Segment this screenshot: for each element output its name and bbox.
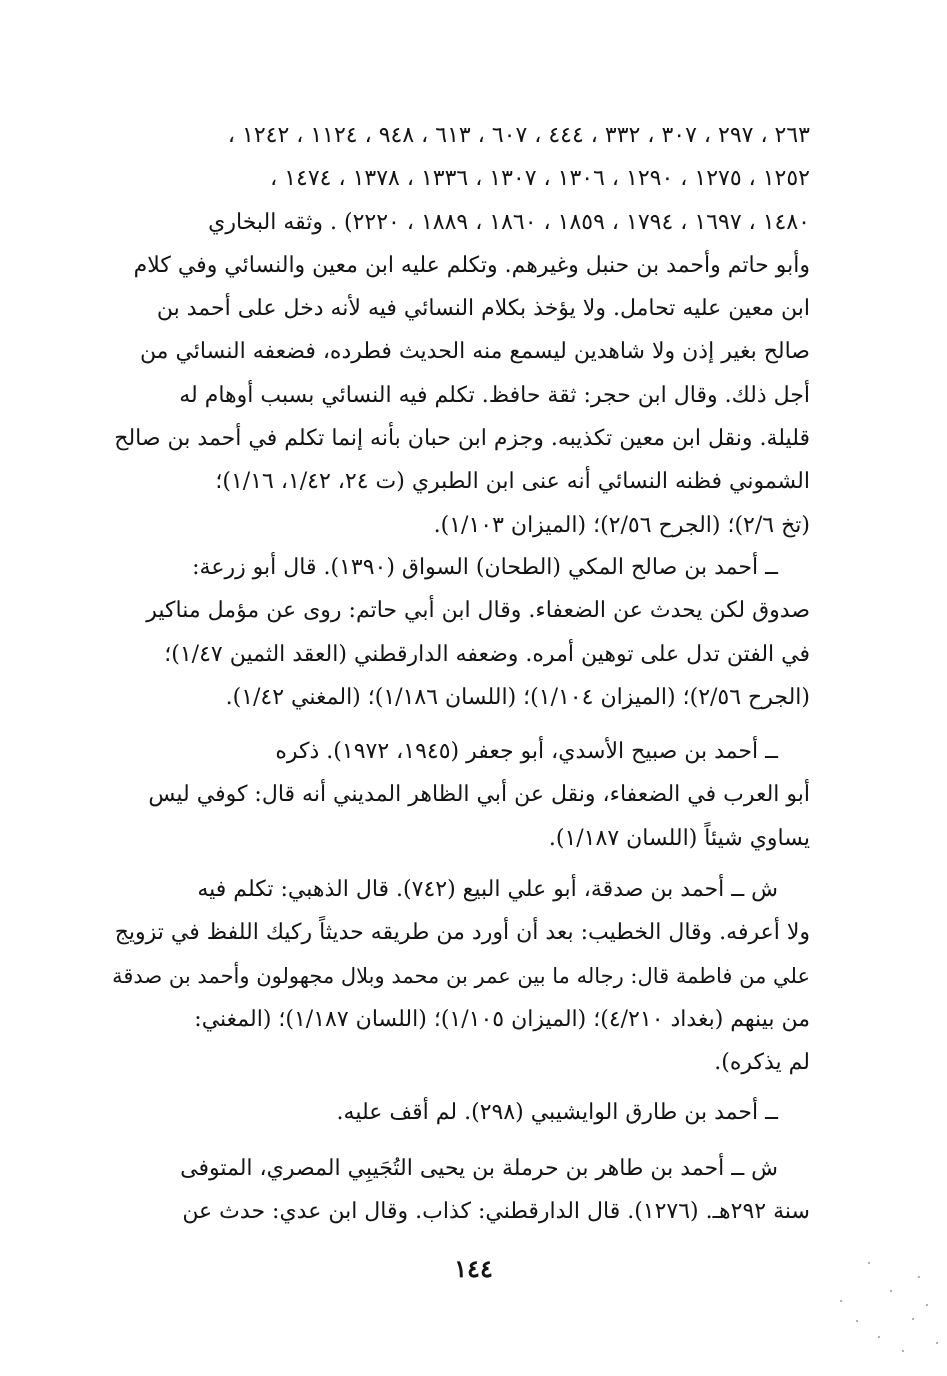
text-line: ١٤٨٠ ، ١٦٩٧ ، ١٧٩٤ ، ١٨٥٩ ، ١٨٦٠ ، ١٨٨٩ ، ٢٢٢٠) . وثقه البخاري xyxy=(208,209,810,235)
text-line: صدوق لكن يحدث عن الضعفاء. وقال ابن أبي حاتم: روى عن مؤمل مناكير xyxy=(146,598,810,624)
text-line: (الجرح ٢/٥٦)؛ (الميزان ١/١٠٤)؛ (اللسان ١/١٨٦)؛ (المغني ١/٤٢). xyxy=(225,684,810,710)
text-line: صالح بغير إذن ولا شاهدين ليسمع منه الحديث فطرده، فضعفه النسائي من xyxy=(139,339,810,365)
text-line: ش ــ أحمد بن طاهر بن حرملة بن يحيى التُجَيبِي المصري، المتوفى xyxy=(180,1156,778,1181)
text-line: أبو العرب في الضعفاء، ونقل عن أبي الظاهر المديني أنه قال: كوفي ليس xyxy=(148,782,810,808)
text-line: ــ أحمد بن صالح المكي (الطحان) السواق (١٣٩٠). قال أبو زرعة: xyxy=(192,555,778,580)
text-line: علي من فاطمة قال: رجاله ما بين عمر بن محمد وبلال مجهولون وأحمد بن صدقة xyxy=(112,963,810,988)
text-line: ٢٦٣ ، ٢٩٧ ، ٣٠٧ ، ٣٣٢ ، ٤٤٤ ، ٦٠٧ ، ٦١٣ ، ٩٤٨ ، ١١٢٤ ، ١٢٤٢ ، xyxy=(227,123,810,148)
text-line: لم يذكره). xyxy=(714,1050,810,1076)
text-line: أجل ذلك. وقال ابن حجر: ثقة حافظ. تكلم فيه النسائي بسبب أوهام له xyxy=(179,382,810,408)
text-line: ش ــ أحمد بن صدقة، أبو علي البيع (٧٤٢). قال الذهبي: تكلم فيه xyxy=(197,877,778,902)
text-line: (تخ ٢/٦)؛ (الجرح ٢/٥٦)؛ (الميزان ١/١٠٣). xyxy=(433,512,810,538)
text-line: قليلة. ونقل ابن معين تكذيبه. وجزم ابن حبان بأنه إنما تكلم في أحمد بن صالح xyxy=(114,426,810,452)
entry-ahmad-ibn-tahir xyxy=(110,1147,810,1234)
text-line: ــ أحمد بن صبيح الأسدي، أبو جعفر (١٩٤٥، ١٩٧٢). ذكره xyxy=(275,739,778,764)
entry-ahmad-ibn-salih-al-makki xyxy=(110,546,810,719)
text-line: ابن معين عليه تحامل. ولا يؤخذ بكلام النسائي فيه لأنه دخل على أحمد بن xyxy=(156,296,810,322)
entry-ahmad-ibn-tariq xyxy=(110,1091,810,1134)
entry-ahmad-ibn-subayh xyxy=(110,730,810,860)
text-line: سنة ٢٩٢هـ. (١٢٧٦). قال الدارقطني: كذاب. وقال ابن عدي: حدث عن xyxy=(182,1199,810,1225)
text-line: من بينهم (بغداد ٤/٢١٠)؛ (الميزان ١/١٠٥)؛ (اللسان ١/١٨٧)؛ (المغني: xyxy=(194,1006,810,1032)
text-line: ــ أحمد بن طارق الوايشيبي (٢٩٨). لم أقف عليه. xyxy=(336,1100,778,1125)
text-line: وأبو حاتم وأحمد بن حنبل وغيرهم. وتكلم عليه ابن معين والنسائي وفي كلام xyxy=(133,252,810,278)
entry-ahmad-ibn-sadaqa xyxy=(110,868,810,1084)
page-number: ١٤٤ xyxy=(454,1254,493,1283)
paragraph-continuation xyxy=(110,114,810,547)
text-line: في الفتن تدل على توهين أمره. وضعفه الدارقطني (العقد الثمين ١/٤٧)؛ xyxy=(164,641,810,667)
text-line: ١٢٥٢ ، ١٢٧٥ ، ١٢٩٠ ، ١٣٠٦ ، ١٣٠٧ ، ١٣٣٦ ، ١٣٧٨ ، ١٤٧٤ ، xyxy=(270,166,810,192)
text-line: يساوي شيئاً (اللسان ١/١٨٧). xyxy=(548,825,810,851)
text-line: الشموني فظنه النسائي أنه عنى ابن الطبري (ت ٢٤، ١/٤٢، ١/١٦)؛ xyxy=(215,469,810,495)
text-line: ولا أعرفه. وقال الخطيب: بعد أن أورد من طريقه حديثاً ركيك اللفظ في تزويج xyxy=(114,920,810,946)
